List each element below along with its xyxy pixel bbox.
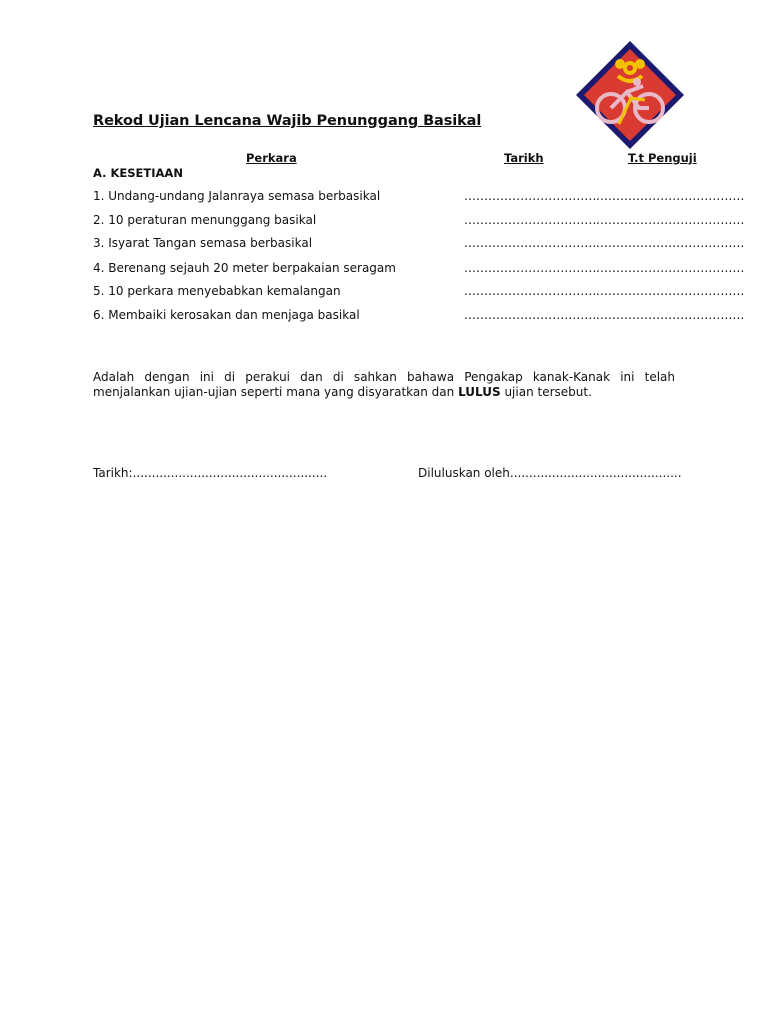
tarikh-blank: ................................. <box>464 261 597 275</box>
section-heading: A. KESETIAAN <box>93 166 183 180</box>
row-item-label: 5. 10 perkara menyebabkan kemalangan <box>93 284 341 298</box>
column-header-tarikh: Tarikh <box>504 151 544 165</box>
column-header-perkara: Perkara <box>246 151 297 165</box>
penguji-blank: ..................................... <box>596 189 745 203</box>
certification-text: Adalah dengan ini di perakui dan di sahkan bahawa Pengakap kanak-Kanak ini telah menjalankan ujian-ujian seperti mana yang disyaratkan dan <box>93 370 675 399</box>
table-row <box>93 189 745 205</box>
row-item-label: 6. Membaiki kerosakan dan menjaga basikal <box>93 308 360 322</box>
approved-by-line: Diluluskan oleh............................................. <box>418 466 682 480</box>
page-title: Rekod Ujian Lencana Wajib Penunggang Basikal <box>93 113 482 129</box>
column-header-penguji: T.t Penguji <box>628 151 697 165</box>
tarikh-blank: ................................. <box>464 236 597 250</box>
row-item-label: 4. Berenang sejauh 20 meter berpakaian seragam <box>93 261 396 275</box>
penguji-blank: ..................................... <box>596 236 745 250</box>
tarikh-blank: ................................. <box>464 189 597 203</box>
penguji-blank: ..................................... <box>596 308 745 322</box>
tarikh-blank: ................................. <box>464 308 597 322</box>
tarikh-blank: ................................. <box>464 213 597 227</box>
table-row <box>93 261 745 277</box>
table-row <box>93 308 745 324</box>
date-signature-line: Tarikh:................................................... <box>93 466 328 480</box>
table-row <box>93 213 745 229</box>
table-row <box>93 236 745 252</box>
penguji-blank: ..................................... <box>596 213 745 227</box>
row-item-label: 3. Isyarat Tangan semasa berbasikal <box>93 236 313 250</box>
row-item-label: 1. Undang-undang Jalanraya semasa berbasikal <box>93 189 381 203</box>
lulus-emphasis: LULUS <box>458 385 501 399</box>
cyclist-badge-icon <box>573 38 687 152</box>
tarikh-blank: ................................. <box>464 284 597 298</box>
certification-text-end: ujian tersebut. <box>500 385 592 399</box>
certification-paragraph <box>93 370 675 400</box>
table-row <box>93 284 745 300</box>
row-item-label: 2. 10 peraturan menunggang basikal <box>93 213 317 227</box>
penguji-blank: ..................................... <box>596 284 745 298</box>
penguji-blank: ..................................... <box>596 261 745 275</box>
